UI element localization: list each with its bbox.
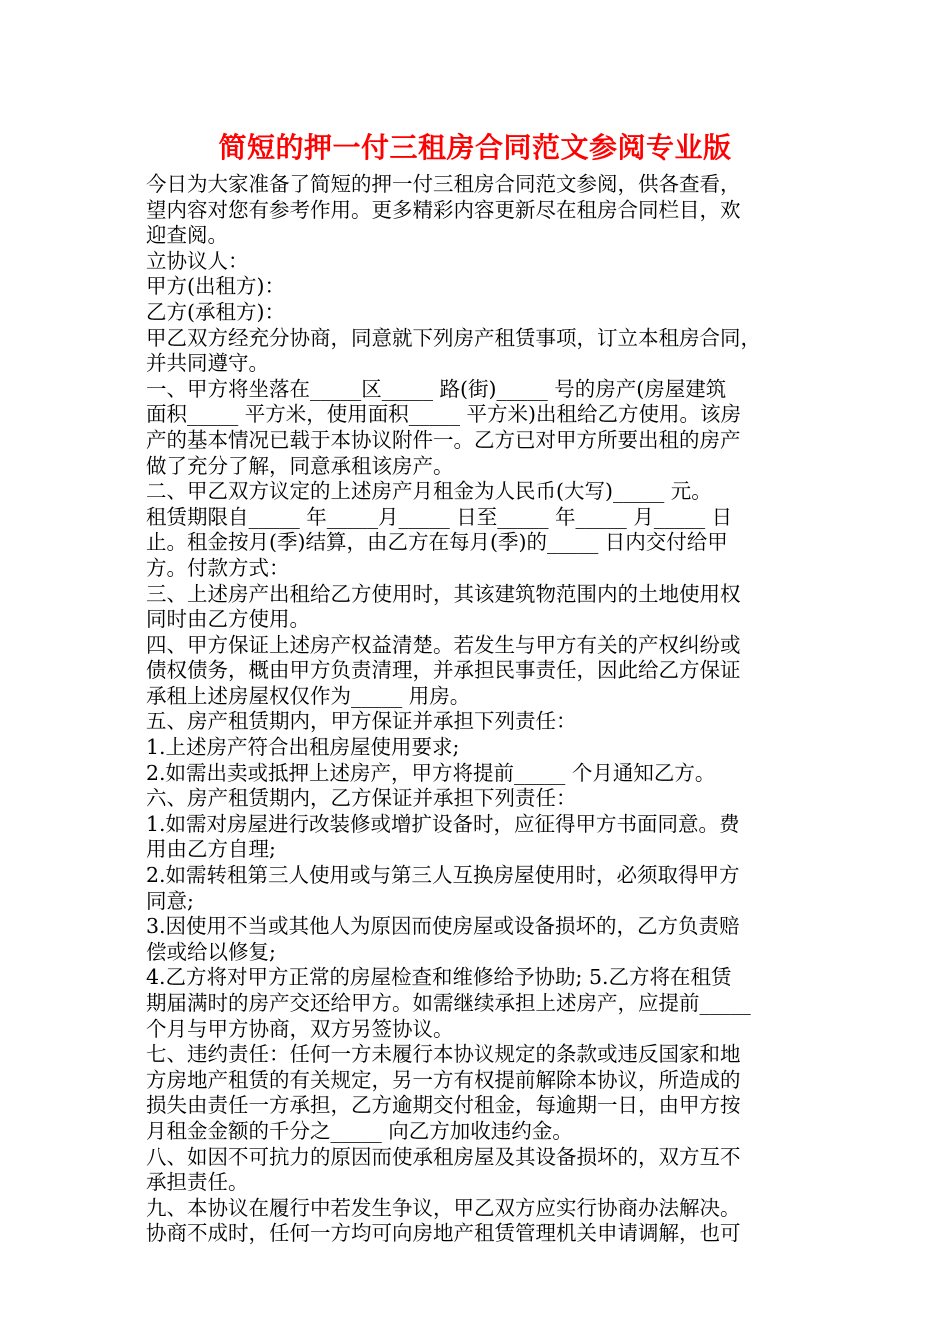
body-line: 债权债务，概由甲方负责清理，并承担民事责任，因此给乙方保证	[146, 658, 741, 683]
body-line: 承租上述房屋权仅作为_____ 用房。	[146, 683, 471, 708]
body-line: 面积_____ 平方米，使用面积_____ 平方米)出租给乙方使用。该房	[146, 402, 742, 427]
body-line: 2.如需转租第三人使用或与第三人互换房屋使用时，必须取得甲方	[146, 863, 740, 888]
body-line: 七、违约责任：任何一方未履行本协议规定的条款或违反国家和地	[146, 1042, 741, 1067]
document-title: 简短的押一付三租房合同范文参阅专业版	[218, 131, 732, 164]
body-line: 乙方(承租方)：	[146, 299, 285, 324]
body-line: 迎查阅。	[146, 223, 228, 248]
body-line: 偿或给以修复;	[146, 939, 276, 964]
body-line: 2.如需出卖或抵押上述房产，甲方将提前_____ 个月通知乙方。	[146, 760, 716, 785]
body-line: 甲乙双方经充分协商，同意就下列房产租赁事项，订立本租房合同，	[146, 325, 761, 350]
body-line: 1.上述房产符合出租房屋使用要求;	[146, 735, 460, 760]
body-line: 4.乙方将对甲方正常的房屋检查和维修给予协助; 5.乙方将在租赁	[146, 965, 732, 990]
body-line: 六、房产租赁期内，乙方保证并承担下列责任：	[146, 786, 577, 811]
body-line: 一、甲方将坐落在_____区_____ 路(街)_____ 号的房产(房屋建筑	[146, 376, 727, 401]
body-line: 用由乙方自理;	[146, 837, 276, 862]
body-line: 九、本协议在履行中若发生争议，甲乙双方应实行协商办法解决。	[146, 1195, 741, 1220]
body-line: 协商不成时，任何一方均可向房地产租赁管理机关申请调解，也可	[146, 1221, 741, 1246]
body-line: 损失由责任一方承担，乙方逾期交付租金，每逾期一日，由甲方按	[146, 1093, 741, 1118]
body-line: 三、上述房产出租给乙方使用时，其该建筑物范围内的土地使用权	[146, 581, 741, 606]
body-line: 八、如因不可抗力的原因而使承租房屋及其设备损坏的，双方互不	[146, 1144, 741, 1169]
body-line: 今日为大家准备了简短的押一付三租房合同范文参阅，供各查看，	[146, 172, 741, 196]
body-line: 甲方(出租方)：	[146, 274, 285, 299]
body-line: 五、房产租赁期内，甲方保证并承担下列责任：	[146, 709, 577, 734]
body-line: 承担责任。	[146, 1170, 249, 1195]
body-line: 做了充分了解，同意承租该房产。	[146, 453, 454, 478]
body-line: 产的基本情况已载于本协议附件一。乙方已对甲方所要出租的房产	[146, 427, 741, 452]
body-line: 个月与甲方协商，双方另签协议。	[146, 1016, 454, 1041]
body-line: 方。付款方式：	[146, 555, 290, 580]
body-line: 方房地产租赁的有关规定，另一方有权提前解除本协议，所造成的	[146, 1067, 741, 1092]
body-line: 同意;	[146, 888, 194, 913]
body-line: 望内容对您有参考作用。更多精彩内容更新尽在租房合同栏目，欢	[146, 197, 741, 222]
body-line: 租赁期限自_____ 年_____月_____ 日至_____ 年_____ 月_____ 日	[146, 504, 733, 529]
document-body	[146, 172, 826, 1247]
body-line: 月租金金额的千分之_____ 向乙方加收违约金。	[146, 1118, 573, 1143]
body-line: 立协议人：	[146, 248, 249, 273]
body-line: 同时由乙方使用。	[146, 607, 310, 632]
body-line: 3.因使用不当或其他人为原因而使房屋或设备损坏的，乙方负责赔	[146, 914, 740, 939]
body-line: 并共同遵守。	[146, 351, 269, 376]
body-line: 四、甲方保证上述房产权益清楚。若发生与甲方有关的产权纠纷或	[146, 632, 741, 657]
body-line: 止。租金按月(季)结算，由乙方在每月(季)的_____ 日内交付给甲	[146, 530, 728, 555]
body-line: 二、甲乙双方议定的上述房产月租金为人民币(大写)_____ 元。	[146, 479, 712, 504]
body-line: 1.如需对房屋进行改装修或增扩设备时，应征得甲方书面同意。费	[146, 811, 740, 836]
body-line: 期届满时的房产交还给甲方。如需继续承担上述房产，应提前_____	[146, 991, 751, 1015]
